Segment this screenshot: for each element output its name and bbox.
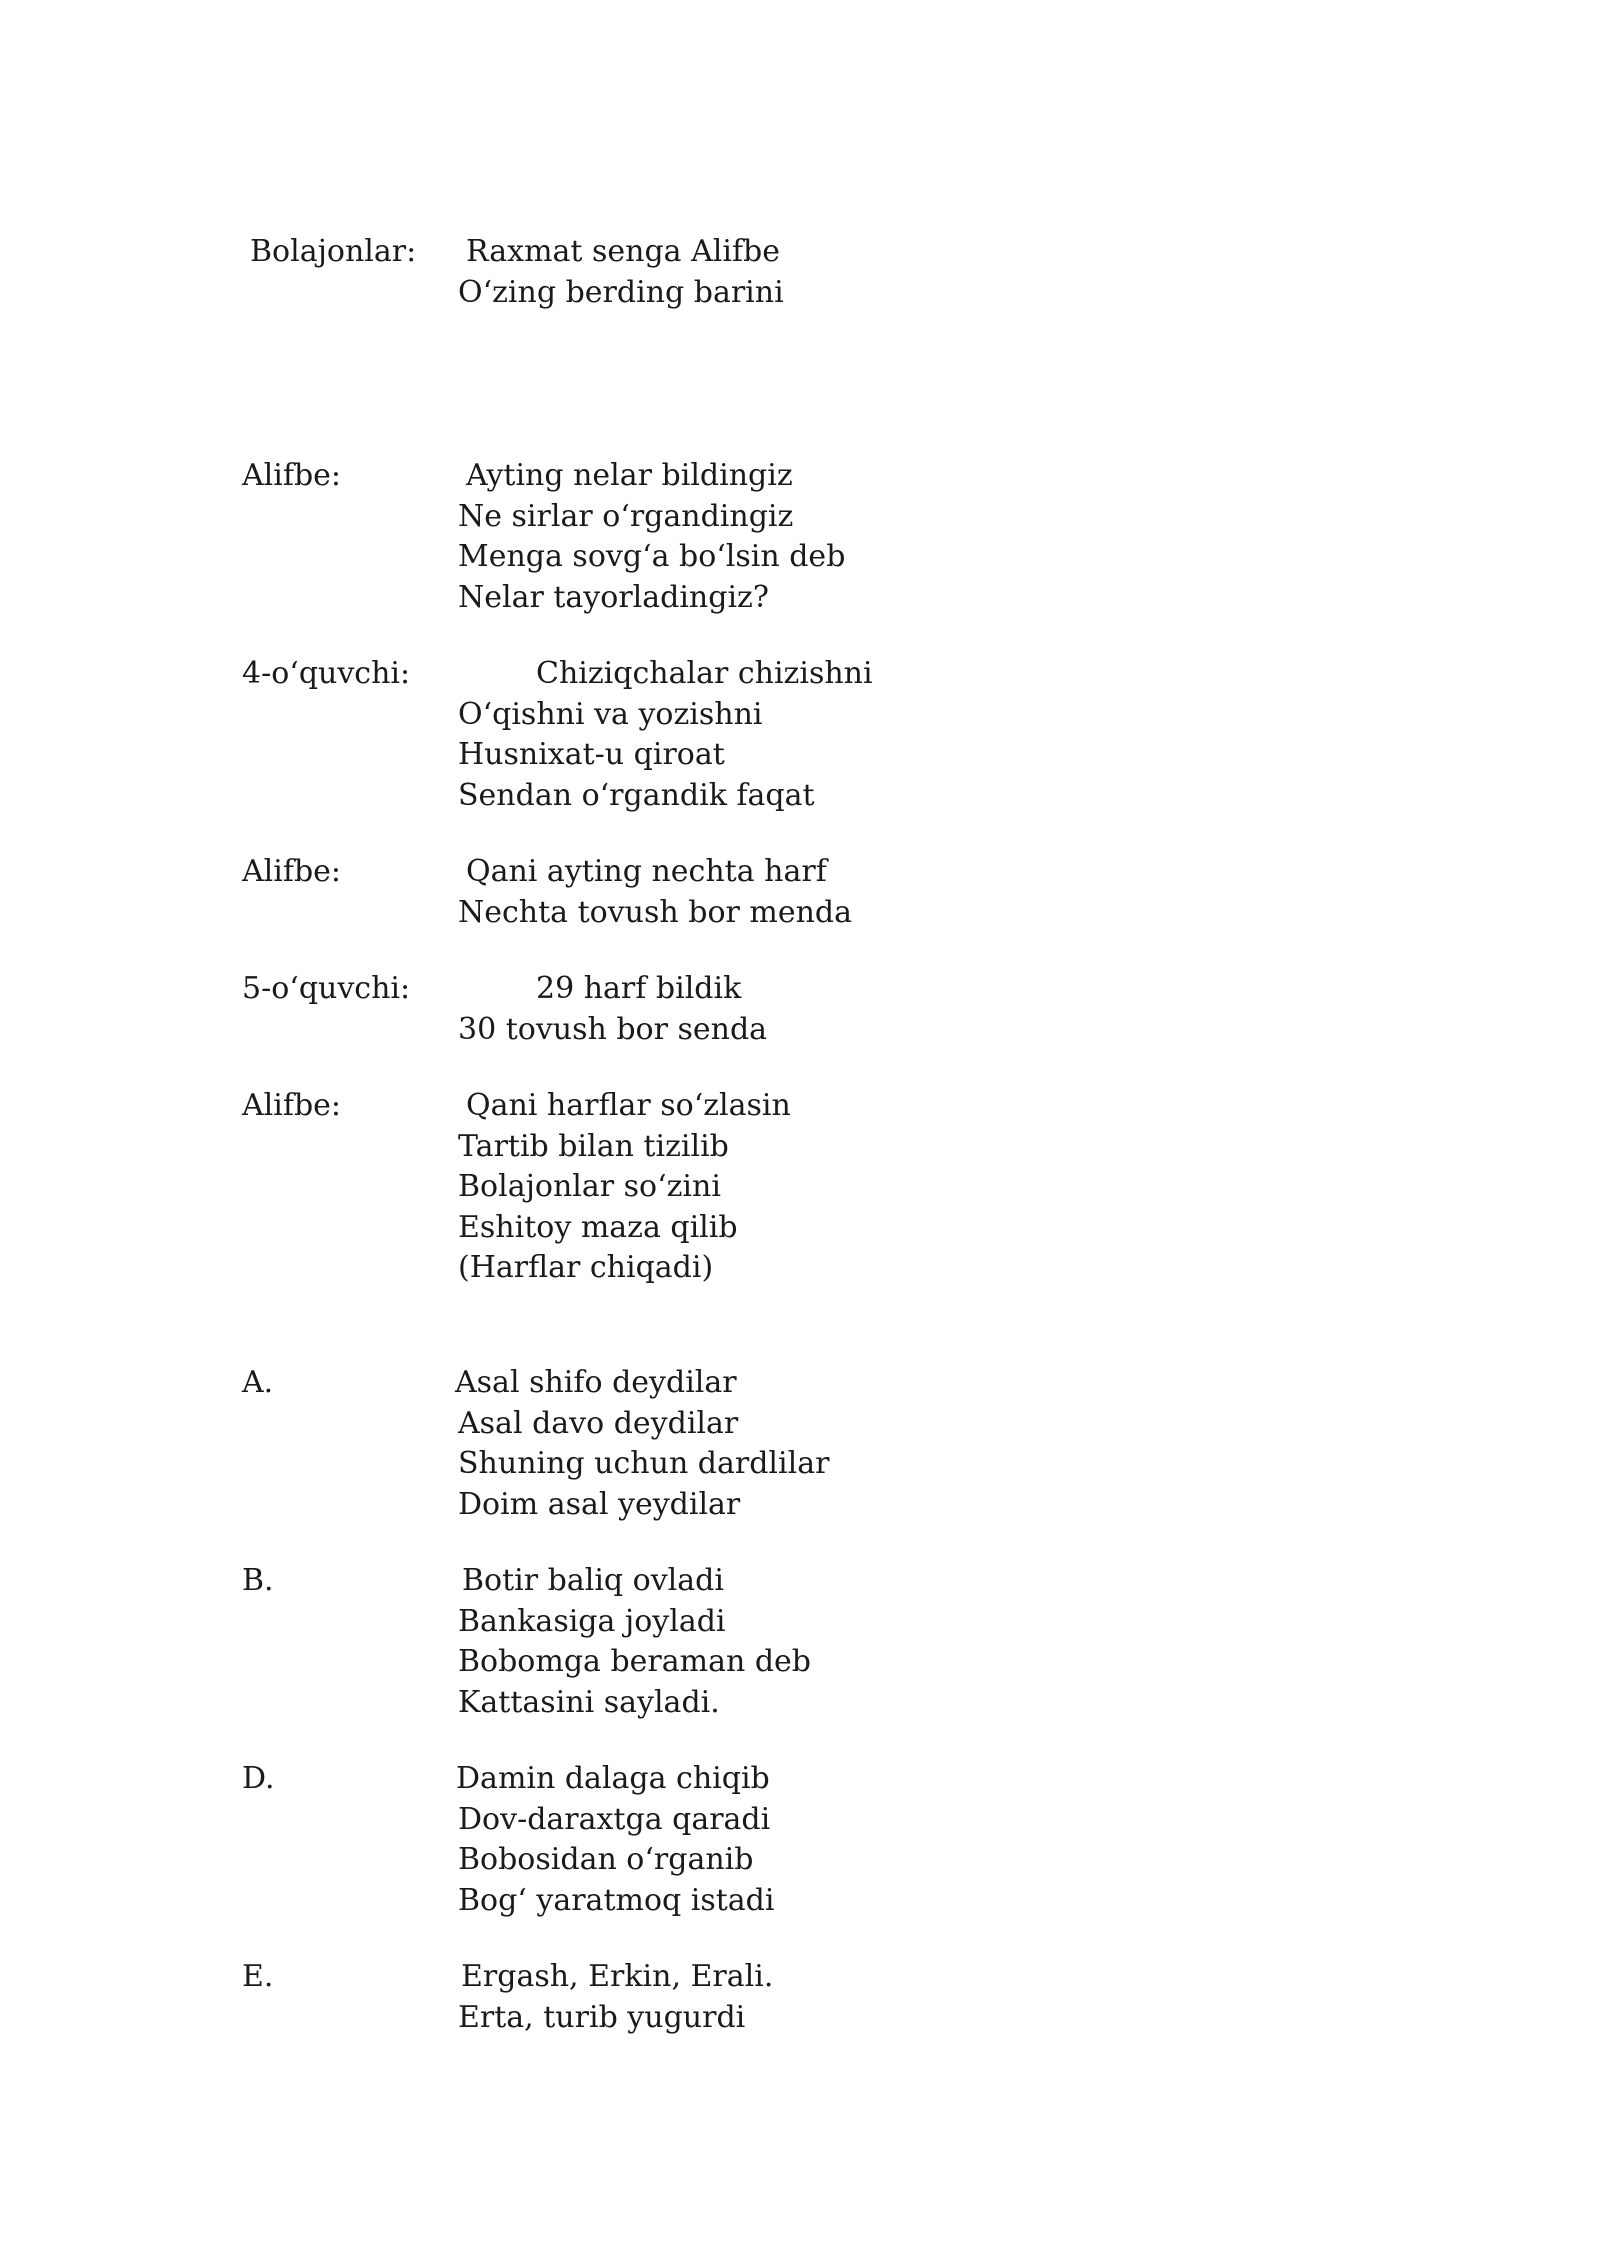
speaker-label: A. — [242, 1365, 274, 1400]
verse-line: Qani harflar so‘zlasin — [466, 1088, 791, 1123]
verse-line: Asal davo deydilar — [458, 1405, 739, 1441]
verse-line: O‘qishni va yozishni — [458, 696, 763, 732]
verse-line: (Harflar chiqadi) — [458, 1250, 714, 1285]
verse-block — [458, 852, 852, 933]
verse-line: O‘zing berding barini — [458, 274, 784, 310]
speaker-label: Alifbe: — [242, 458, 342, 493]
verse-block — [458, 456, 845, 618]
verse-block — [458, 1759, 774, 1921]
speaker-label: E. — [242, 1959, 274, 1994]
verse-line: Erta, turib yugurdi — [458, 1999, 746, 2035]
speaker-label: 4-o‘quvchi: — [242, 656, 411, 691]
speaker-label: Alifbe: — [242, 854, 342, 889]
speaker-label: B. — [242, 1563, 274, 1598]
verse-line: 30 tovush bor senda — [458, 1011, 768, 1047]
verse-line: Ergash, Erkin, Erali. — [461, 1959, 774, 1994]
verse-line: Eshitoy maza qilib — [458, 1209, 738, 1245]
verse-line: 29 harf bildik — [536, 971, 742, 1006]
verse-line: Qani ayting nechta harf — [466, 854, 827, 889]
verse-line: Nelar tayorladingiz? — [458, 579, 769, 615]
verse-line: Raxmat senga Alifbe — [466, 234, 781, 269]
verse-block — [458, 969, 767, 1050]
verse-block — [458, 1561, 811, 1723]
verse-line: Ne sirlar o‘rgandingiz — [458, 498, 794, 534]
verse-line: Kattasini sayladi. — [458, 1684, 720, 1720]
speaker-label: D. — [242, 1761, 275, 1796]
verse-line: Dov-daraxtga qaradi — [458, 1801, 771, 1837]
verse-block — [458, 654, 873, 816]
verse-line: Botir baliq ovladi — [462, 1563, 724, 1598]
verse-line: Sendan o‘rgandik faqat — [458, 777, 815, 813]
verse-line: Asal shifo deydilar — [455, 1365, 737, 1400]
verse-block — [455, 1363, 830, 1525]
speaker-label: Alifbe: — [242, 1088, 342, 1123]
verse-block — [458, 1957, 773, 2038]
speaker-label: 5-o‘quvchi: — [242, 971, 411, 1006]
verse-line: Bog‘ yaratmoq istadi — [458, 1882, 775, 1918]
verse-line: Nechta tovush bor menda — [458, 894, 852, 930]
verse-line: Bankasiga joyladi — [458, 1603, 726, 1639]
verse-line: Doim asal yeydilar — [458, 1486, 741, 1522]
verse-block — [458, 1086, 791, 1289]
verse-line: Ayting nelar bildingiz — [466, 458, 793, 493]
verse-line: Bobomga beraman deb — [458, 1644, 811, 1679]
speaker-label: Bolajonlar: — [250, 234, 417, 269]
verse-line: Bolajonlar so‘zini — [458, 1169, 721, 1204]
verse-line: Menga sovg‘a bo‘lsin deb — [458, 539, 846, 574]
verse-line: Damin dalaga chiqib — [456, 1761, 770, 1796]
verse-line: Tartib bilan tizilib — [458, 1128, 729, 1164]
verse-line: Husnixat-u qiroat — [458, 737, 725, 772]
verse-line: Chiziqchalar chizishni — [536, 656, 873, 691]
verse-line: Bobosidan o‘rganib — [458, 1842, 754, 1877]
verse-line: Shuning uchun dardlilar — [458, 1446, 830, 1481]
verse-block — [458, 232, 784, 313]
